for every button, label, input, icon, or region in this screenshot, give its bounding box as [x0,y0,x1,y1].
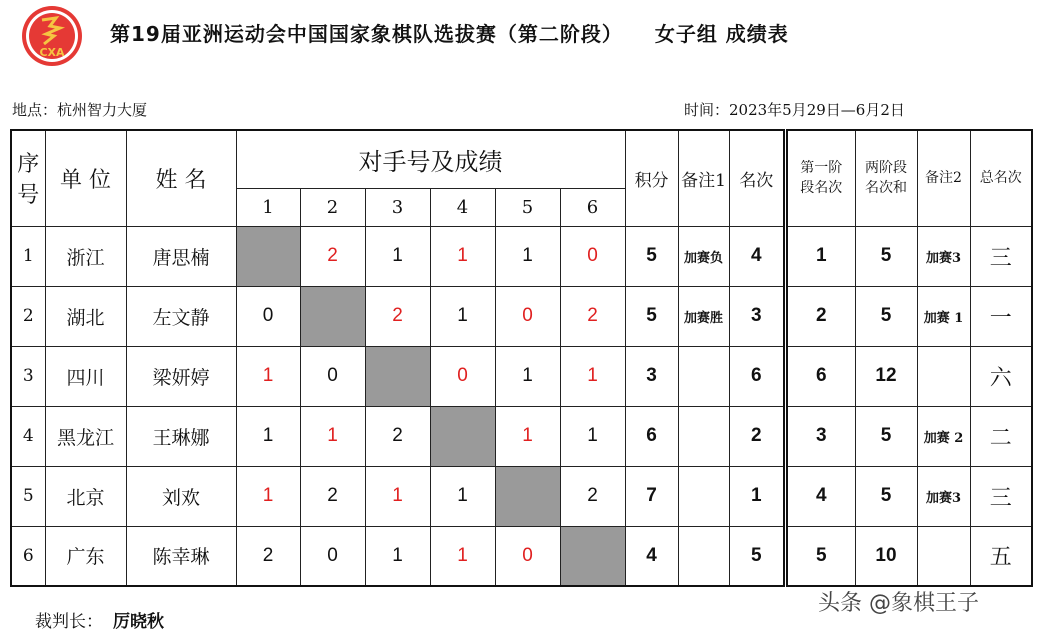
player-note1 [678,466,729,526]
player-rank: 2 [729,406,784,466]
opponent-col-header: 5 [495,188,560,226]
player-score: 5 [625,286,678,346]
opponent-col-header: 6 [560,188,625,226]
player-unit: 黑龙江 [45,406,126,466]
player-name: 陈幸琳 [126,526,236,586]
header-total-rank: 总名次 [970,130,1032,226]
player-note2: 加赛 1 [917,286,970,346]
player-name: 梁妍婷 [126,346,236,406]
player-unit: 浙江 [45,226,126,286]
player-stage1-rank: 3 [787,406,855,466]
location-text: 地点：杭州智力大厦 [12,101,148,119]
table-row [11,526,784,586]
player-seq: 6 [11,526,45,586]
player-unit: 湖北 [45,286,126,346]
player-two-stage-sum: 12 [855,346,917,406]
header-score: 积分 [625,130,678,226]
player-seq: 5 [11,466,45,526]
result-cell: 2 [365,286,430,346]
result-cell: 0 [236,286,300,346]
player-stage1-rank: 1 [787,226,855,286]
player-total-rank: 二 [970,406,1032,466]
result-cell: 2 [300,466,365,526]
player-two-stage-sum: 5 [855,286,917,346]
table-row [11,466,784,526]
player-rank: 6 [729,346,784,406]
table-row [787,286,1032,346]
player-two-stage-sum: 5 [855,226,917,286]
table-row [787,466,1032,526]
result-cell: 2 [560,286,625,346]
player-seq: 4 [11,406,45,466]
results-table [10,129,785,587]
player-name: 唐思楠 [126,226,236,286]
player-seq: 2 [11,286,45,346]
self-cell [430,406,495,466]
player-note2: 加赛3 [917,226,970,286]
player-note1 [678,406,729,466]
player-total-rank: 三 [970,466,1032,526]
page-title: 第19届亚洲运动会中国国家象棋队选拔赛（第二阶段） 女子组 成绩表 [110,22,789,46]
player-note2 [917,346,970,406]
player-total-rank: 三 [970,226,1032,286]
cxa-logo [20,4,84,68]
player-total-rank: 五 [970,526,1032,586]
header-note2: 备注2 [917,130,970,226]
result-cell: 1 [236,346,300,406]
result-cell: 1 [430,226,495,286]
result-cell: 0 [495,526,560,586]
player-rank: 5 [729,526,784,586]
player-stage1-rank: 6 [787,346,855,406]
player-unit: 北京 [45,466,126,526]
player-score: 5 [625,226,678,286]
result-cell: 1 [365,226,430,286]
header-opponents: 对手号及成绩 [236,130,625,188]
result-cell: 0 [300,346,365,406]
player-note1 [678,526,729,586]
player-note1: 加赛胜 [678,286,729,346]
table-row [787,406,1032,466]
player-note2: 加赛3 [917,466,970,526]
self-cell [560,526,625,586]
table-row [11,406,784,466]
player-two-stage-sum: 10 [855,526,917,586]
opponent-col-header: 3 [365,188,430,226]
player-score: 6 [625,406,678,466]
result-cell: 1 [560,406,625,466]
player-seq: 3 [11,346,45,406]
player-note2 [917,526,970,586]
player-total-rank: 一 [970,286,1032,346]
result-cell: 1 [236,406,300,466]
player-rank: 1 [729,466,784,526]
self-cell [495,466,560,526]
player-name: 刘欢 [126,466,236,526]
player-score: 3 [625,346,678,406]
header-rank: 名次 [729,130,784,226]
player-unit: 四川 [45,346,126,406]
result-cell: 1 [495,346,560,406]
player-rank: 4 [729,226,784,286]
player-stage1-rank: 2 [787,286,855,346]
player-note1: 加赛负 [678,226,729,286]
player-total-rank: 六 [970,346,1032,406]
result-cell: 0 [300,526,365,586]
table-row [787,526,1032,586]
svg-text:CXA: CXA [39,46,65,59]
result-cell: 1 [365,466,430,526]
header-stage1-rank: 第一阶 段名次 [787,130,855,226]
result-cell: 1 [430,466,495,526]
result-cell: 0 [430,346,495,406]
result-cell: 2 [365,406,430,466]
summary-table [786,129,1033,587]
header-unit: 单 位 [45,130,126,226]
self-cell [365,346,430,406]
player-two-stage-sum: 5 [855,466,917,526]
result-cell: 1 [495,406,560,466]
opponent-col-header: 4 [430,188,495,226]
table-row [11,346,784,406]
player-name: 王琳娜 [126,406,236,466]
result-cell: 0 [560,226,625,286]
player-unit: 广东 [45,526,126,586]
player-stage1-rank: 4 [787,466,855,526]
result-cell: 1 [236,466,300,526]
table-row [787,226,1032,286]
header-note1: 备注1 [678,130,729,226]
table-row [11,286,784,346]
self-cell [236,226,300,286]
result-cell: 1 [300,406,365,466]
watermark: 头条 @象棋王子 [818,591,979,616]
opponent-col-header: 1 [236,188,300,226]
result-cell: 2 [560,466,625,526]
result-cell: 1 [560,346,625,406]
result-cell: 0 [495,286,560,346]
header-two-stage-sum: 两阶段 名次和 [855,130,917,226]
header-name: 姓 名 [126,130,236,226]
result-cell: 1 [365,526,430,586]
result-cell: 1 [430,526,495,586]
referee-name: 厉晓秋 [113,612,164,632]
player-stage1-rank: 5 [787,526,855,586]
result-cell: 2 [236,526,300,586]
time-text: 时间：2023年5月29日—6月2日 [684,101,905,119]
self-cell [300,286,365,346]
table-row [787,346,1032,406]
player-two-stage-sum: 5 [855,406,917,466]
opponent-col-header: 2 [300,188,365,226]
player-note1 [678,346,729,406]
table-row [11,226,784,286]
referee [35,607,164,632]
result-cell: 1 [430,286,495,346]
result-cell: 1 [495,226,560,286]
player-rank: 3 [729,286,784,346]
header-seq: 序 号 [11,130,45,226]
result-cell: 2 [300,226,365,286]
player-name: 左文静 [126,286,236,346]
player-score: 4 [625,526,678,586]
player-seq: 1 [11,226,45,286]
referee-label: 裁判长： [35,612,103,632]
player-note2: 加赛 2 [917,406,970,466]
player-score: 7 [625,466,678,526]
